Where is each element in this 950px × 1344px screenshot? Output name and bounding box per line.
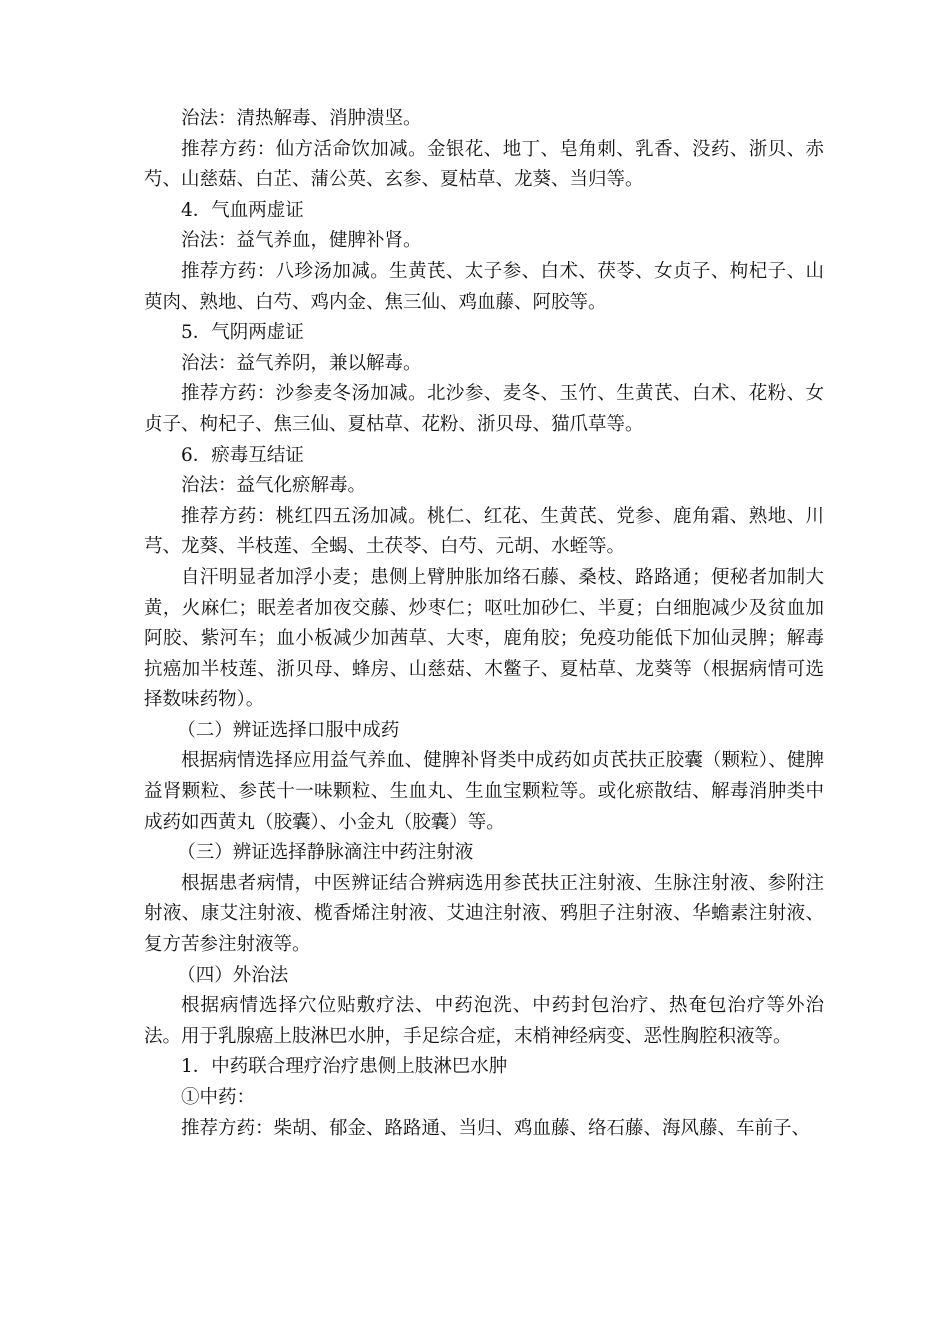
paragraph: ①中药： [181, 1087, 256, 1108]
paragraph: 推荐方药：沙参麦冬汤加减。北沙参、麦冬、玉竹、生黄芪、白术、花粉、女贞子、枸杞子、焦三仙、夏枯草、花粉、浙贝母、猫爪草等。 [144, 383, 824, 435]
subsection-heading: （四）外治法 [177, 964, 289, 986]
paragraph: 治法：益气养血，健脾补肾。 [181, 230, 422, 252]
paragraph: 治法：益气养阴，兼以解毒。 [181, 352, 422, 374]
paragraph: 根据病情选择应用益气养血、健脾补肾类中成药如贞芪扶正胶囊（颗粒）、健脾益肾颗粒、参芪十一味颗粒、生血丸、生血宝颗粒等。或化瘀散结、解毒消肿类中成药如西黄丸（胶囊）、小金丸（胶囊）等。 [144, 750, 824, 833]
section-heading: 4．气血两虚证 [181, 199, 304, 221]
paragraph: 推荐方药：桃红四五汤加减。桃仁、红花、生黄芪、党参、鹿角霜、熟地、川芎、龙葵、半枝莲、全蝎、土茯苓、白芍、元胡、水蛭等。 [144, 505, 824, 558]
document-page [144, 104, 824, 1144]
paragraph: 自汗明显者加浮小麦；患侧上臂肿胀加络石藤、桑枝、路路通；便秘者加制大黄，火麻仁；眠差者加夜交藤、炒枣仁；呕吐加砂仁、半夏；白细胞减少及贫血加阿胶、紫河车；血小板减少加茜草、大枣，鹿角胶；免疫功能低下加仙灵脾；解毒抗癌加半枝莲、浙贝母、蜂房、山慈菇、木鳖子、夏枯草、龙葵等（根据病情可选择数味药物）。 [144, 566, 824, 711]
paragraph: 推荐方药：八珍汤加减。生黄芪、太子参、白术、茯苓、女贞子、枸杞子、山萸肉、熟地、白芍、鸡内金、焦三仙、鸡血藤、阿胶等。 [144, 260, 824, 313]
paragraph: 根据病情选择穴位贴敷疗法、中药泡洗、中药封包治疗、热奄包治疗等外治法。用于乳腺癌上肢淋巴水肿，手足综合症，末梢神经病变、恶性胸腔积液等。 [144, 995, 824, 1047]
paragraph: 根据患者病情，中医辨证结合辨病选用参芪扶正注射液、生脉注射液、参附注射液、康艾注射液、榄香烯注射液、艾迪注射液、鸦胆子注射液、华蟾素注射液、复方苦参注射液等。 [144, 872, 824, 956]
paragraph: 推荐方药：仙方活命饮加减。金银花、地丁、皂角刺、乳香、没药、浙贝、赤芍、山慈菇、白芷、蒲公英、玄参、夏枯草、龙葵、当归等。 [144, 138, 824, 191]
paragraph: 治法：清热解毒、消肿溃坚。 [181, 108, 422, 129]
paragraph: 推荐方药：柴胡、郁金、路路通、当归、鸡血藤、络石藤、海风藤、车前子、 [181, 1117, 811, 1139]
section-heading: 6．瘀毒互结证 [181, 444, 304, 466]
subsection-heading: （三）辨证选择静脉滴注中药注射液 [177, 842, 474, 864]
subsection-heading: （二）辨证选择口服中成药 [177, 719, 400, 741]
section-heading: 1．中药联合理疗治疗患侧上肢淋巴水肿 [181, 1056, 508, 1078]
paragraph: 治法：益气化瘀解毒。 [181, 475, 367, 497]
section-heading: 5．气阴两虚证 [181, 322, 304, 344]
